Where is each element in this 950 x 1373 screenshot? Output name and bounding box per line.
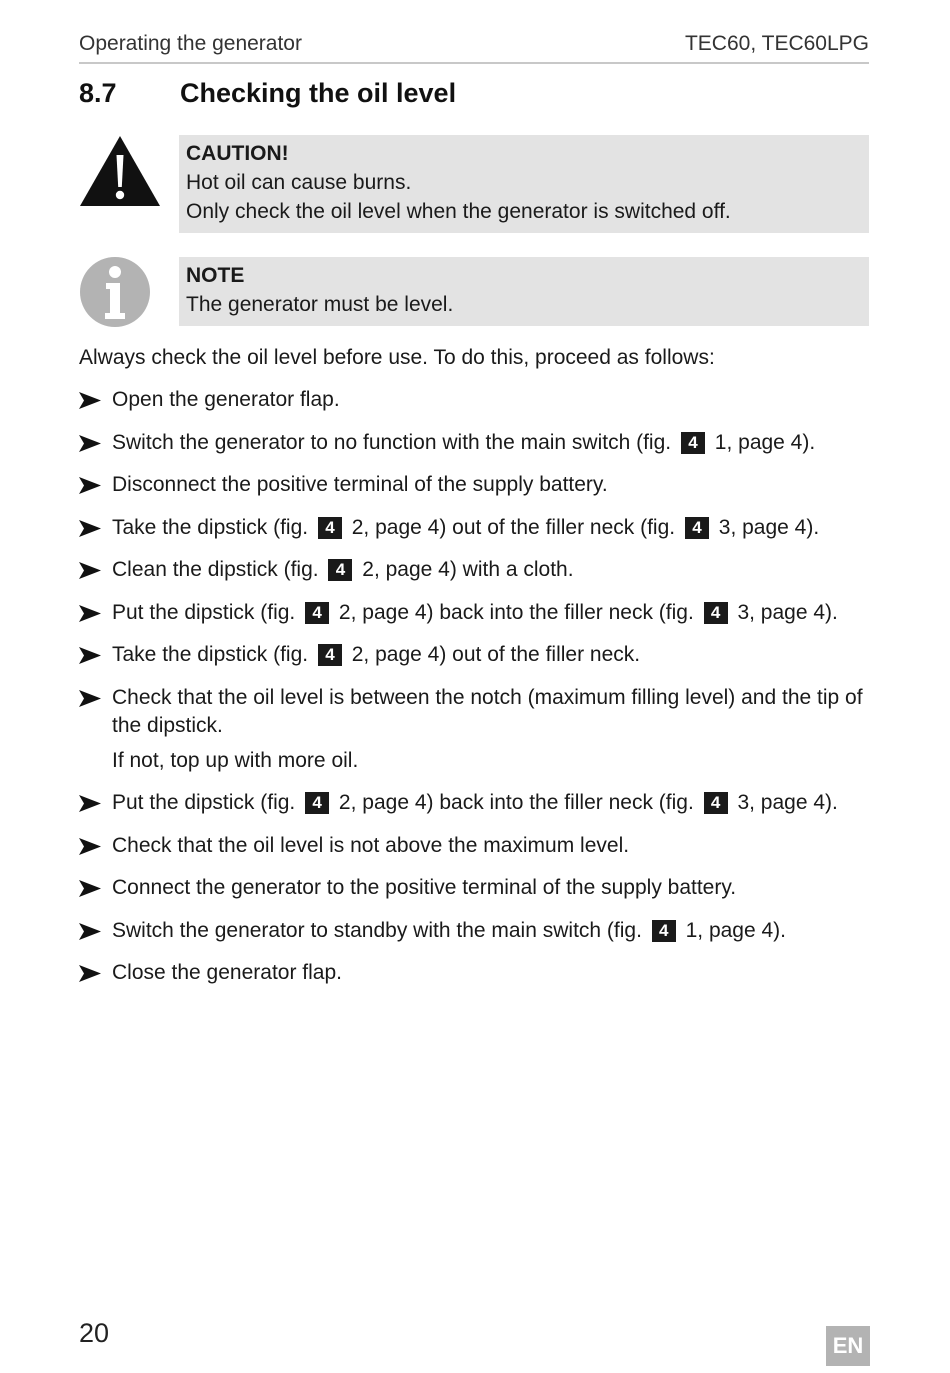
header-chapter: Operating the generator <box>79 32 302 55</box>
figure-reference-badge: 4 <box>305 792 329 814</box>
info-icon <box>79 256 151 333</box>
caution-box <box>179 135 869 233</box>
section-title: Checking the oil level <box>180 78 457 108</box>
warning-triangle-icon <box>79 135 161 212</box>
step-text-part: 1, page 4). <box>708 430 816 454</box>
step-item <box>79 959 874 987</box>
step-item <box>79 917 874 945</box>
step-item <box>79 684 874 775</box>
arrow-bullet-icon <box>79 514 101 542</box>
step-text-part: Disconnect the positive terminal of the supply battery. <box>112 473 608 496</box>
figure-reference-badge: 4 <box>681 432 705 454</box>
step-text-part: Put the dipstick (fig. <box>112 600 302 624</box>
arrow-bullet-icon <box>79 684 101 712</box>
step-text <box>112 643 640 666</box>
intro-text: Always check the oil level before use. To do this, proceed as follows: <box>79 346 715 369</box>
step-text-part: Open the generator flap. <box>112 388 340 411</box>
arrow-bullet-icon <box>79 959 101 987</box>
step-item <box>79 386 874 414</box>
step-text-part: 2, page 4) out of the filler neck. <box>345 643 641 666</box>
step-text <box>112 388 340 411</box>
step-text <box>112 473 608 496</box>
step-text-part: Take the dipstick (fig. <box>112 515 314 539</box>
step-item <box>79 832 874 860</box>
arrow-bullet-icon <box>79 556 101 584</box>
arrow-bullet-icon <box>79 832 101 860</box>
step-text <box>112 919 786 942</box>
arrow-bullet-icon <box>79 471 101 499</box>
figure-reference-badge: 4 <box>305 602 329 624</box>
step-item <box>79 429 874 457</box>
figure-reference-badge: 4 <box>685 517 709 539</box>
step-text-part: 2, page 4) with a cloth. <box>356 558 574 581</box>
step-text-part: Check that the oil level is between the notch (maximum filling level) and the tip of the dipstick. <box>112 685 863 737</box>
step-text <box>112 791 838 814</box>
step-text <box>112 431 815 454</box>
step-text-part: 2, page 4) back into the filler neck (fig. <box>333 600 700 624</box>
note-line: The generator must be level. <box>186 293 454 316</box>
figure-reference-badge: 4 <box>704 792 728 814</box>
note-box <box>179 257 869 326</box>
step-item <box>79 874 874 902</box>
step-item <box>79 599 874 627</box>
step-text <box>112 558 574 581</box>
step-text <box>112 516 819 539</box>
figure-reference-badge: 4 <box>652 920 676 942</box>
step-text-part: 3, page 4). <box>731 600 838 624</box>
step-item <box>79 641 874 669</box>
step-text-part: Switch the generator to no function with the main switch (fig. <box>112 430 677 454</box>
step-text-part: 3, page 4). <box>712 515 820 539</box>
arrow-bullet-icon <box>79 429 101 457</box>
note-title: NOTE <box>186 264 245 287</box>
header-model: TEC60, TEC60LPG <box>684 32 869 55</box>
arrow-bullet-icon <box>79 599 101 627</box>
arrow-bullet-icon <box>79 874 101 902</box>
figure-reference-badge: 4 <box>328 559 352 581</box>
step-text-part: 1, page 4). <box>679 918 787 942</box>
step-text-part: 2, page 4) back into the filler neck (fig. <box>333 791 700 814</box>
arrow-bullet-icon <box>79 917 101 945</box>
language-badge: EN <box>826 1326 870 1366</box>
figure-reference-badge: 4 <box>318 644 342 666</box>
step-text <box>112 961 342 984</box>
step-item <box>79 789 874 817</box>
step-subnote: If not, top up with more oil. <box>112 748 359 772</box>
figure-reference-badge: 4 <box>704 602 728 624</box>
step-text-part: Put the dipstick (fig. <box>112 791 302 814</box>
step-text <box>112 834 629 857</box>
step-text-part: Check that the oil level is not above the maximum level. <box>112 833 630 857</box>
page-header <box>79 28 869 64</box>
step-text <box>112 686 863 737</box>
step-text-part: 3, page 4). <box>731 791 838 814</box>
step-text <box>112 601 838 624</box>
step-item <box>79 471 874 499</box>
step-item <box>79 514 874 542</box>
step-text-part: Clean the dipstick (fig. <box>112 558 325 581</box>
step-text-part: Take the dipstick (fig. <box>112 643 314 666</box>
caution-line: Only check the oil level when the generator is switched off. <box>186 200 731 223</box>
arrow-bullet-icon <box>79 386 101 414</box>
section-number: 8.7 <box>79 78 117 108</box>
step-text-part: Connect the generator to the positive terminal of the supply battery. <box>112 876 737 899</box>
step-item <box>79 556 874 584</box>
figure-reference-badge: 4 <box>318 517 342 539</box>
step-text-part: 2, page 4) out of the filler neck (fig. <box>345 515 681 539</box>
step-text <box>112 876 736 899</box>
step-text-part: Close the generator flap. <box>112 961 342 984</box>
page-number: 20 <box>79 1318 110 1348</box>
caution-line: Hot oil can cause burns. <box>186 171 412 194</box>
caution-title: CAUTION! <box>186 142 289 165</box>
procedure-steps <box>79 386 874 1002</box>
arrow-bullet-icon <box>79 641 101 669</box>
step-text-part: Switch the generator to standby with the main switch (fig. <box>112 918 648 942</box>
arrow-bullet-icon <box>79 789 101 817</box>
